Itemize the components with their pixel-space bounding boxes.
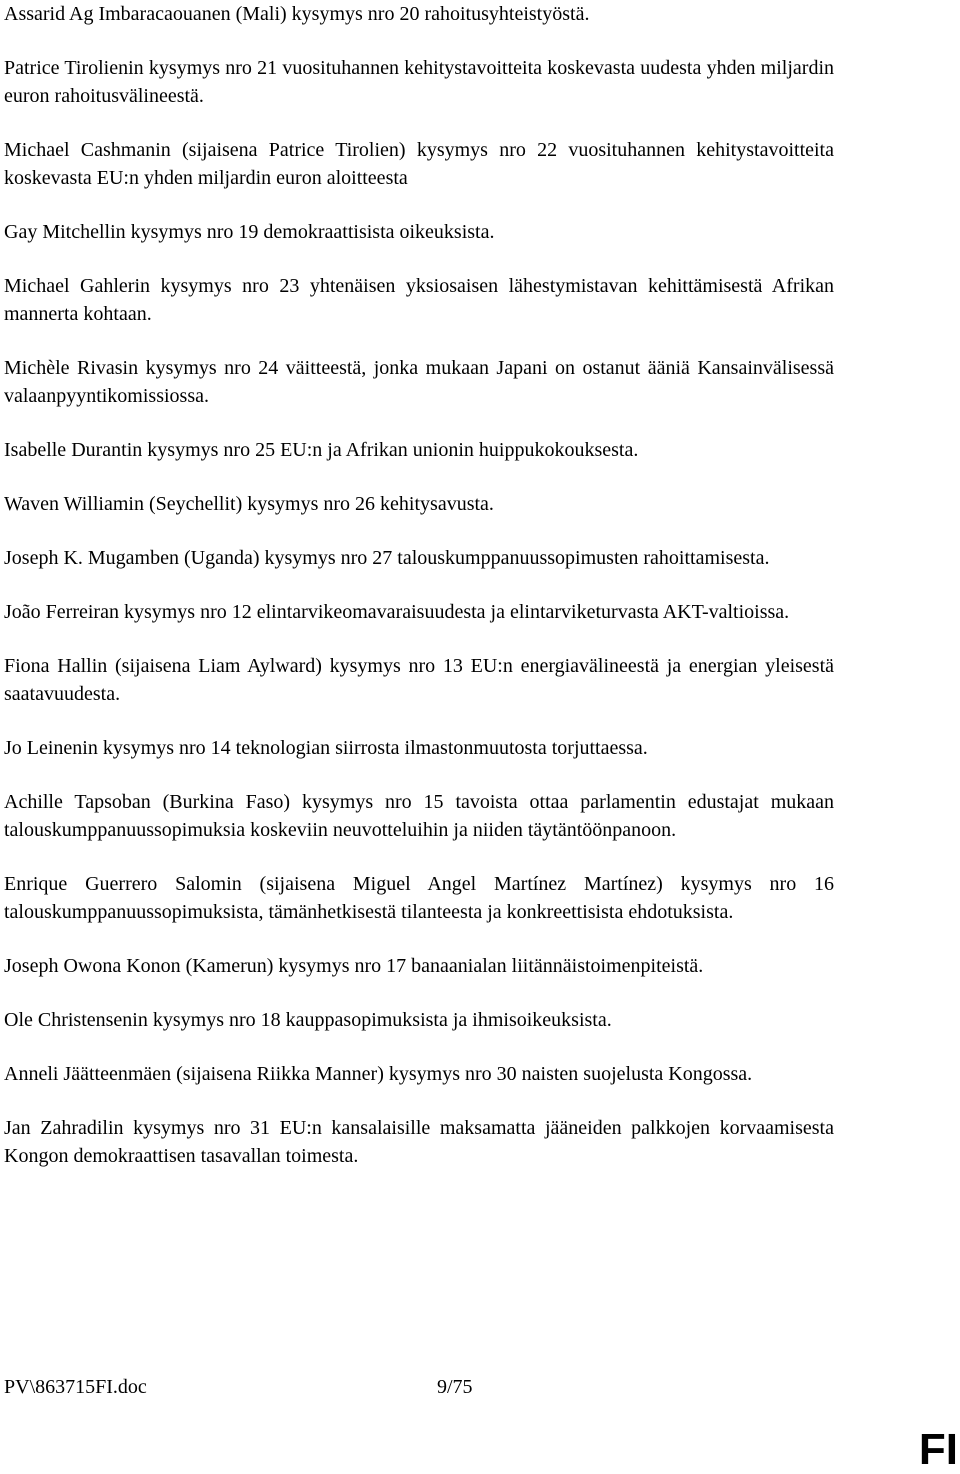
paragraph-2: Patrice Tirolienin kysymys nro 21 vuosituhannen kehitystavoitteita koskevasta uudesta yhden miljardin euron rahoitusvälineestä. [4, 57, 834, 107]
paragraph-17: Anneli Jäätteenmäen (sijaisena Riikka Manner) kysymys nro 30 naisten suojelusta Kongossa. [4, 1063, 753, 1085]
footer-page-number: 9/75 [437, 1376, 473, 1398]
paragraph-7: Isabelle Durantin kysymys nro 25 EU:n ja Afrikan unionin huippukokouksesta. [4, 439, 639, 461]
paragraph-6: Michèle Rivasin kysymys nro 24 väitteestä, jonka mukaan Japani on ostanut ääniä Kansainvälisessä valaanpyyntikomissiossa. [4, 357, 834, 407]
paragraph-3: Michael Cashmanin (sijaisena Patrice Tirolien) kysymys nro 22 vuosituhannen kehitystavoitteita koskevasta EU:n yhden miljardin euron aloitteesta [4, 139, 834, 189]
paragraph-18: Jan Zahradilin kysymys nro 31 EU:n kansalaisille maksamatta jääneiden palkkojen korvaamisesta Kongon demokraattisen tasavallan toimesta. [4, 1117, 834, 1167]
paragraph-14: Enrique Guerrero Salomin (sijaisena Miguel Angel Martínez Martínez) kysymys nro 16 talouskumppanuussopimuksista, tämänhetkisestä tilanteesta ja konkreettisista ehdotuksista. [4, 873, 834, 923]
paragraph-10: João Ferreiran kysymys nro 12 elintarvikeomavaraisuudesta ja elintarviketurvasta AKT-valtioissa. [4, 601, 790, 623]
paragraph-9: Joseph K. Mugamben (Uganda) kysymys nro 27 talouskumppanuussopimusten rahoittamisesta. [4, 547, 770, 569]
language-tag: FI [918, 1425, 958, 1474]
paragraph-4: Gay Mitchellin kysymys nro 19 demokraattisista oikeuksista. [4, 221, 495, 243]
document-body [4, 0, 834, 1196]
paragraph-15: Joseph Owona Konon (Kamerun) kysymys nro 17 banaanialan liitännäistoimenpiteistä. [4, 955, 704, 977]
paragraph-5: Michael Gahlerin kysymys nro 23 yhtenäisen yksiosaisen lähestymistavan kehittämisestä Afrikan mannerta kohtaan. [4, 275, 834, 325]
footer-file-reference: PV\863715FI.doc [4, 1376, 147, 1398]
paragraph-11: Fiona Hallin (sijaisena Liam Aylward) kysymys nro 13 EU:n energiavälineestä ja energian yleisestä saatavuudesta. [4, 655, 834, 705]
paragraph-1: Assarid Ag Imbaracaouanen (Mali) kysymys nro 20 rahoitusyhteistyöstä. [4, 3, 590, 25]
paragraph-13: Achille Tapsoban (Burkina Faso) kysymys nro 15 tavoista ottaa parlamentin edustajat mukaan talouskumppanuussopimuksia koskeviin neuvotteluihin ja niiden täytäntöönpanoon. [4, 791, 834, 841]
paragraph-12: Jo Leinenin kysymys nro 14 teknologian siirrosta ilmastonmuutosta torjuttaessa. [4, 737, 648, 759]
paragraph-8: Waven Williamin (Seychellit) kysymys nro 26 kehitysavusta. [4, 493, 494, 515]
paragraph-16: Ole Christensenin kysymys nro 18 kauppasopimuksista ja ihmisoikeuksista. [4, 1009, 612, 1031]
